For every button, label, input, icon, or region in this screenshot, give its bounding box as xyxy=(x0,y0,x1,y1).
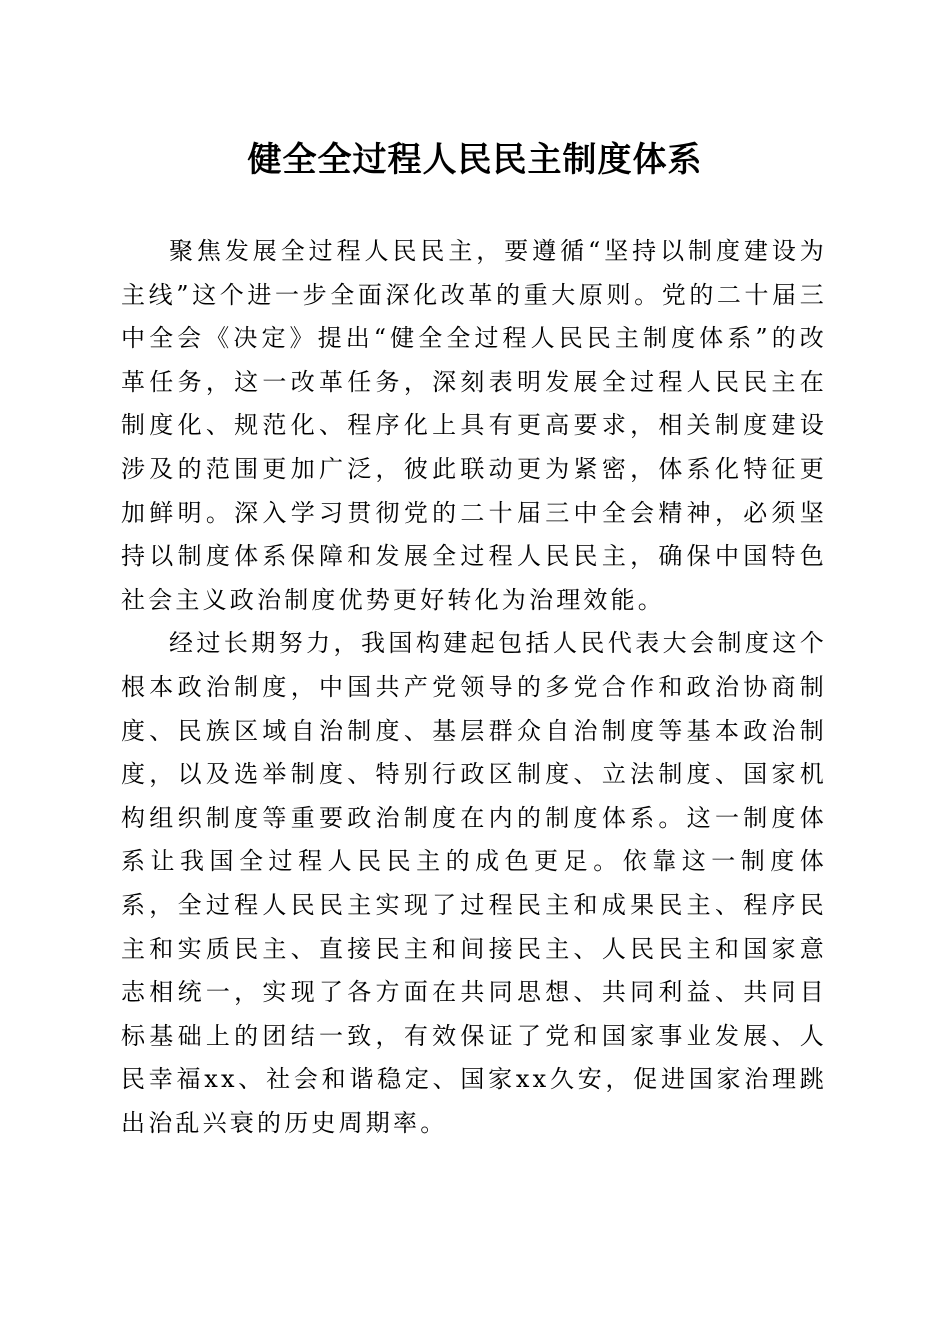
paragraph-1: 聚焦发展全过程人民民主，要遵循“坚持以制度建设为主线”这个进一步全面深化改革的重大原则。党的二十届三中全会《决定》提出“健全全过程人民民主制度体系”的改革任务，这一改革任务，深刻表明发展全过程人民民主在制度化、规范化、程序化上具有更高要求，相关制度建设涉及的范围更加广泛，彼此联动更为紧密，体系化特征更加鲜明。深入学习贯彻党的二十届三中全会精神，必须坚持以制度体系保障和发展全过程人民民主，确保中国特色社会主义政治制度优势更好转化为治理效能。 xyxy=(121,237,827,614)
paragraph-2: 经过长期努力，我国构建起包括人民代表大会制度这个根本政治制度，中国共产党领导的多党合作和政治协商制度、民族区域自治制度、基层群众自治制度等基本政治制度，以及选举制度、特别行政区制度、立法制度、国家机构组织制度等重要政治制度在内的制度体系。这一制度体系让我国全过程人民民主的成色更足。依靠这一制度体系，全过程人民民主实现了过程民主和成果民主、程序民主和实质民主、直接民主和间接民主、人民民主和国家意志相统一，实现了各方面在共同思想、共同利益、共同目标基础上的团结一致，有效保证了党和国家事业发展、人民幸福xx、社会和谐稳定、国家xx久安，促进国家治理跳出治乱兴衰的历史周期率。 xyxy=(121,629,827,1137)
document-body xyxy=(121,230,827,1145)
document-title: 健全全过程人民民主制度体系 xyxy=(247,140,703,180)
